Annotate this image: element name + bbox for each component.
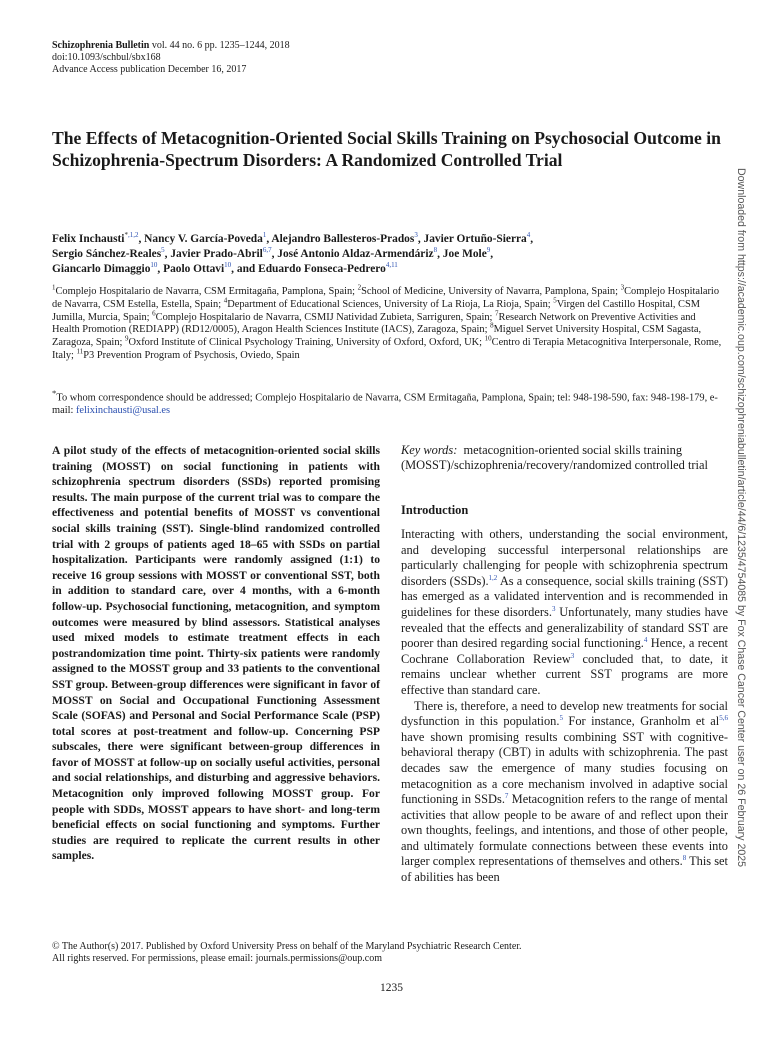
author-name: Sergio Sánchez-Reales: [52, 247, 162, 260]
author-name: Alejandro Ballesteros-Prados: [271, 233, 415, 245]
author-affiliation-marker: 8: [433, 246, 438, 254]
author-name: Giancarlo Dimaggio: [52, 262, 151, 275]
citation-ref: 8: [682, 854, 687, 863]
author-name: Nancy V. García-Poveda: [144, 233, 263, 245]
body-text-run: have shown promising results combining SST with cognitive-behavioral therapy (CBT) in adults with schizophrenia. The past decades saw the emergence of many studies focusing on metacognition as a core mechanism involved in adaptive social functioning in SSDs.: [401, 729, 728, 807]
page-number: 1235: [380, 982, 403, 994]
author-name: Joe Mole: [442, 247, 487, 260]
affiliation-text: Centro di Terapia Metacognitiva Interpersonale, Rome, Italy;: [52, 337, 722, 361]
introduction-paragraph-2: [401, 699, 728, 886]
affiliation-text: Research Network on Preventive Activities and Health Promotion (REDIAPP) (RD12/0005), Aragon Health Sciences Institute (IACS), Zaragoza, Spain;: [52, 311, 696, 336]
keywords-label: Key words:: [401, 443, 458, 457]
correspondence: [52, 387, 722, 418]
introduction-body: [401, 527, 728, 886]
download-watermark: Downloaded from https://academic.oup.com/schizophreniabulletin/article/44/6/1235/4754085 by Fox Chase Cancer Center user on 26 February 2025: [735, 168, 747, 868]
body-text-run: For instance, Granholm et al: [562, 714, 720, 729]
affiliations: [52, 283, 722, 363]
affiliation-number: 10: [484, 334, 492, 343]
affiliation-number: 7: [495, 309, 499, 318]
affiliation-number: 5: [553, 296, 557, 305]
correspondence-text: To whom correspondence should be addressed; Complejo Hospitalario de Navarra, CSM Ermitagaña, Pamplona, Spain; tel: 948-198-590, fax: 948-198-179, e-mail:: [52, 392, 718, 417]
affiliation-number: 6: [152, 309, 156, 318]
citation-ref: 7: [504, 791, 509, 800]
affiliation-number: 3: [620, 283, 625, 292]
affiliation-number: 8: [490, 321, 494, 330]
affiliation-number: 2: [357, 283, 362, 292]
correspondence-email-link[interactable]: felixinchausti@usal.es: [75, 405, 171, 417]
author-affiliation-marker: 3: [414, 231, 418, 240]
author-affiliation-marker: 6,7: [262, 246, 272, 254]
affiliation-text: P3 Prevention Program of Psychosis, Oviedo, Spain: [83, 349, 300, 361]
body-text-run: concluded that, to date, it remains unclear whether current SST programs are more effective than standard care.: [401, 651, 728, 697]
citation-ref: 3: [551, 604, 556, 613]
body-text-run: As a consequence, social skills training (SST) has emerged as a validated intervention and is recommended in guidelines for these disorders.: [401, 573, 728, 619]
advance-access-date: Advance Access publication December 16, 2017: [52, 64, 247, 75]
citation-ref: 4: [643, 636, 648, 645]
copyright-footer: [52, 941, 722, 965]
affiliation-text: Virgen del Castillo Hospital, CSM Jumilla, Murcia, Spain;: [52, 298, 700, 323]
keywords-text: metacognition-oriented social skills training (MOSST)/schizophrenia/recovery/randomized controlled trial: [401, 443, 708, 473]
citation-ref: 1,2: [488, 573, 498, 582]
affiliation-number: 11: [76, 347, 84, 356]
abstract: A pilot study of the effects of metacognition-oriented social skills training (MOSST) on social functioning in patients with schizophrenia spectrum disorders (SSDs) reported promising results. The main purpose of the current trial was to compare the effectiveness and potential benefits of MOSST vs conventional social skills training (SST). Single-blind randomized controlled trial with 2 groups of patients aged 18–65 with SSDs on partial hospitalization. Participants were randomly assigned (1:1) to receive 16 group sessions with MOSST or conventional SST, both in addition to standard care, over 4 months, with a 6-month follow-up. Psychosocial functioning, metacognition, and symptom outcomes were measured by blind assessors. Statistical analyses used mixed models to estimate treatment effects in each postrandomization time point. Thirty-six patients were randomly assigned to the MOSST group and 33 patients to the conventional SST group. Between-group differences were significant in favor of MOSST on Social and Occupational Functioning Assessment Scale (SOFAS) and Personal and Social Performance Scale (PSP) total scores at post-treatment and follow-up. Concerning PSP subscales, there were significant between-group differences in favor of MOSST at follow-up on socially useful activities, personal and social relationships, and disturbing and aggressive behaviors. Metacognition only improved following MOSST group. For people with SDDs, MOSST appears to have short- and long-term beneficial effects on social functioning and symptoms. Further studies are required to replicate the current results in other samples.: [52, 444, 380, 863]
author-affiliation-marker: 5: [161, 246, 165, 254]
affiliation-text: Complejo Hospitalario de Navarra, CSM Estella, Estella, Spain;: [52, 286, 720, 310]
author-name: Javier Ortuño-Sierra: [423, 233, 527, 245]
affiliation-number: 1: [52, 283, 56, 292]
author-list: Felix Inchausti$^{*,1,2}$, Nancy V. García-Poveda$^1$, Alejandro Ballesteros-Prados$^3$, Javier Ortuño-Sierra$^4$, Sergio Sánchez-Reales$^5$, Javier Prado-Abril$^{6,7}$, José Antonio Aldaz-Armendáriz$^8$, Joe Mole$^9$, Giancarlo Dimaggio$^{10}$, Paolo Ottavi$^{10}$, and Eduardo Fonseca-Pedrero$^{4,11}$: [52, 231, 534, 275]
author-affiliation-marker: 1: [262, 231, 267, 240]
affiliation-text: Oxford Institute of Clinical Psychology Training, University of Oxford, Oxford, UK;: [128, 337, 485, 349]
body-text-run: Unfortunately, many studies have revealed that the effects and generalizability of standard SST are poorer than desired regarding social functioning.: [401, 604, 728, 651]
body-text-run: Hence, a recent Cochrane Collaboration Review: [401, 636, 728, 666]
affiliation-text: School of Medicine, University of Navarra, Pamplona, Spain;: [361, 286, 621, 297]
journal-name: Schizophrenia Bulletin: [52, 40, 150, 51]
author-affiliation-marker: 4,11: [385, 260, 398, 269]
author-affiliation-marker: *,1,2: [124, 231, 139, 240]
journal-header: [52, 40, 290, 76]
affiliation-text: Complejo Hospitalario de Navarra, CSMIJ Natividad Zubieta, Sarriguren, Spain;: [155, 311, 496, 323]
affiliation-number: 9: [125, 334, 129, 343]
author-affiliation-marker: 10: [150, 260, 158, 269]
introduction-heading: Introduction: [401, 503, 469, 517]
body-text-run: Metacognition refers to the range of mental activities that allow people to be aware of and reflect upon their own thoughts, feelings, and intentions, and those of other people, and ultimately formulate connections between these events into larger complex representations of themselves and others.: [401, 792, 728, 869]
permissions-line: All rights reserved. For permissions, please email: journals.permissions@oup.com: [52, 953, 382, 965]
body-text-run: There is, therefore, a need to develop new treatments for social dysfunction in this population.: [401, 698, 728, 729]
author-name: Eduardo Fonseca-Pedrero: [258, 262, 386, 275]
citation-ref: 5,6: [719, 714, 728, 722]
journal-volume: vol. 44 no. 6 pp. 1235–1244, 2018: [151, 40, 290, 51]
affiliation-text: Complejo Hospitalario de Navarra, CSM Ermitagaña, Pamplona, Spain;: [55, 286, 358, 297]
affiliation-number: 4: [223, 296, 228, 305]
citation-ref: 3: [570, 651, 575, 660]
body-text-run: This set of abilities has been: [401, 854, 728, 885]
author-name: Felix Inchausti: [52, 233, 125, 245]
doi: doi:10.1093/schbul/sbx168: [52, 52, 161, 63]
affiliation-text: Miguel Servet University Hospital, CSM Sagasta, Zaragoza, Spain;: [52, 324, 702, 349]
citation-ref: 5: [559, 714, 563, 722]
author-affiliation-marker: 9: [486, 246, 491, 254]
body-text-run: Interacting with others, understanding the social environment, and developing successful interpersonal relationships are particularly challenging for people with schizophrenia spectrum disorders (SSDs).: [401, 527, 728, 588]
keywords: [401, 443, 717, 474]
correspondence-marker: *: [52, 388, 57, 398]
author-name: Javier Prado-Abril: [170, 247, 263, 260]
journal-citation-line: [52, 40, 290, 52]
author-affiliation-marker: 4: [526, 231, 531, 240]
author-name: José Antonio Aldaz-Armendáriz: [277, 247, 434, 260]
copyright-line: © The Author(s) 2017. Published by Oxford University Press on behalf of the Maryland Psychiatric Research Center.: [52, 941, 522, 952]
affiliation-text: Department of Educational Sciences, University of La Rioja, La Rioja, Spain;: [227, 298, 554, 310]
author-affiliation-marker: 10: [224, 260, 232, 269]
author-name: Paolo Ottavi: [163, 262, 225, 275]
article-title: The Effects of Metacognition-Oriented Social Skills Training on Psychosocial Outcome in Schizophrenia-Spectrum Disorders: A Randomized Controlled Trial: [52, 128, 721, 170]
introduction-paragraph-1: [401, 527, 728, 699]
